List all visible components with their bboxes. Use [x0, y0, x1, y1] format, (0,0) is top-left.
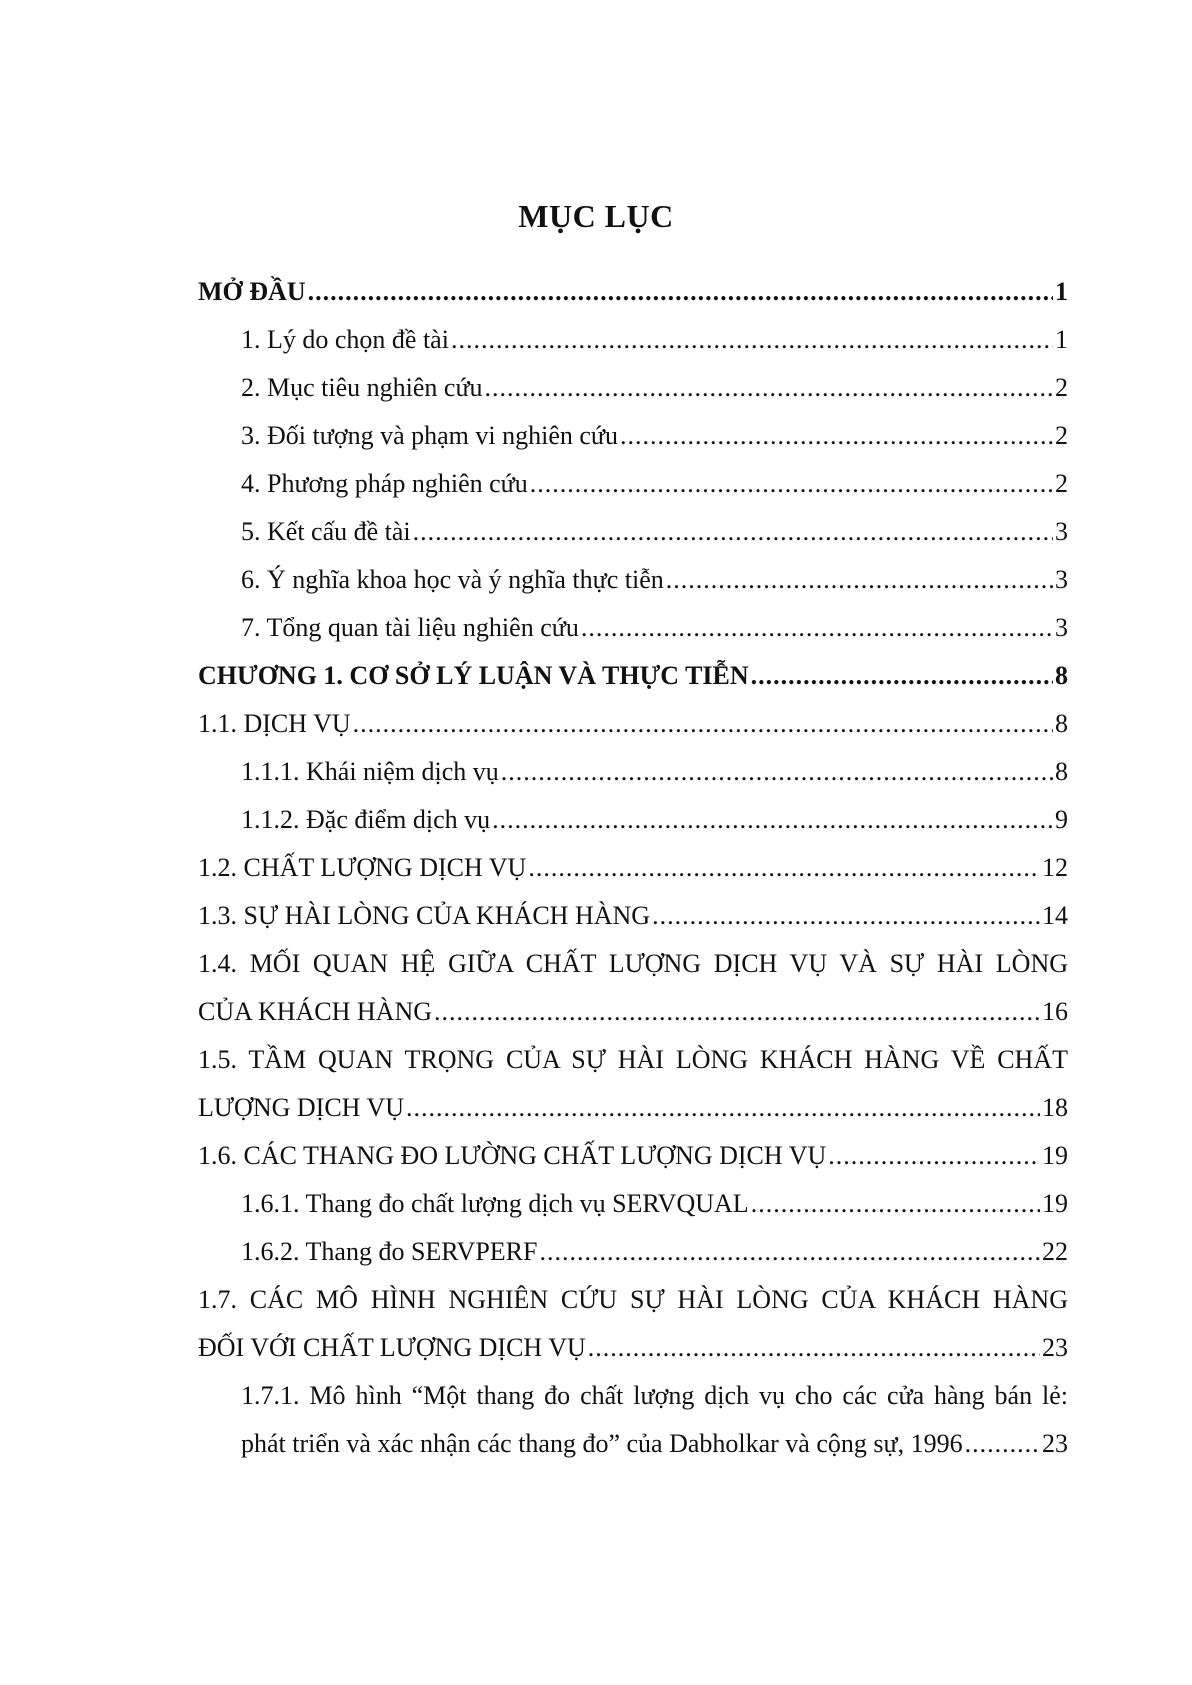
dot-leader — [492, 796, 1053, 844]
dot-leader — [666, 556, 1053, 604]
toc-entry-text: 1.2. CHẤT LƯỢNG DỊCH VỤ — [198, 853, 527, 882]
toc-entry-page: 8 — [1055, 709, 1068, 738]
toc-entry-tong-quan[interactable] — [198, 604, 1068, 652]
dot-leader — [451, 316, 1053, 364]
toc-entry-page: 16 — [1042, 997, 1068, 1026]
toc-entry-text-line2: CỦA KHÁCH HÀNG — [198, 997, 433, 1026]
toc-entry-muc-tieu[interactable] — [198, 364, 1068, 412]
toc-entry-mo-dau[interactable] — [198, 268, 1068, 316]
toc-entry-line2 — [198, 988, 1068, 1036]
dot-leader — [652, 892, 1040, 940]
toc-entry-page: 19 — [1042, 1141, 1068, 1170]
toc-entry-page: 1 — [1055, 277, 1068, 306]
toc-entry-page: 12 — [1042, 853, 1068, 882]
toc-entry-text: 1.1. DỊCH VỤ — [198, 709, 351, 738]
dot-leader — [353, 700, 1053, 748]
toc-entry-page: 14 — [1042, 901, 1068, 930]
toc-entry-text: MỞ ĐẦU — [198, 277, 306, 306]
toc-entry-text: CHƯƠNG 1. CƠ SỞ LÝ LUẬN VÀ THỰC TIỄN — [198, 661, 749, 690]
toc-entry-text: 7. Tổng quan tài liệu nghiên cứu — [241, 613, 579, 642]
toc-entry-1-2[interactable] — [198, 844, 1068, 892]
toc-entry-text-line2: ĐỐI VỚI CHẤT LƯỢNG DỊCH VỤ — [198, 1333, 586, 1362]
dot-leader — [588, 1324, 1040, 1372]
toc-entry-doi-tuong[interactable] — [198, 412, 1068, 460]
toc-entry-text: 1. Lý do chọn đề tài — [241, 325, 449, 354]
toc-entry-text: 1.6.1. Thang đo chất lượng dịch vụ SERVQUAL — [241, 1189, 749, 1218]
toc-entry-y-nghia[interactable] — [198, 556, 1068, 604]
toc-entry-page: 8 — [1055, 757, 1068, 786]
toc-entry-chuong-1[interactable] — [198, 652, 1068, 700]
dot-leader — [434, 988, 1040, 1036]
toc-entry-text: 5. Kết cấu đề tài — [241, 517, 411, 546]
toc-entry-text: 1.1.1. Khái niệm dịch vụ — [241, 757, 499, 786]
toc-entry-page: 8 — [1055, 661, 1068, 690]
toc-entry-page: 22 — [1042, 1237, 1068, 1266]
toc-entry-text-line1: 1.5. TẦM QUAN TRỌNG CỦA SỰ HÀI LÒNG KHÁCH HÀNG VỀ CHẤT — [198, 1045, 1068, 1074]
toc-entry-phuong-phap[interactable] — [198, 460, 1068, 508]
toc-entry-1-7[interactable] — [198, 1276, 1068, 1372]
toc-entry-page: 18 — [1042, 1093, 1068, 1122]
dot-leader — [308, 268, 1053, 316]
dot-leader — [828, 1132, 1040, 1180]
toc-entry-text: 1.1.2. Đặc điểm dịch vụ — [241, 805, 491, 834]
toc-entry-text: 1.6. CÁC THANG ĐO LƯỜNG CHẤT LƯỢNG DỊCH VỤ — [198, 1141, 827, 1170]
toc-entry-text-line2: LƯỢNG DỊCH VỤ — [198, 1093, 405, 1122]
toc-entry-page: 3 — [1055, 517, 1068, 546]
dot-leader — [485, 364, 1053, 412]
toc-entry-text: 1.3. SỰ HÀI LÒNG CỦA KHÁCH HÀNG — [198, 901, 651, 930]
toc-entry-text: 4. Phương pháp nghiên cứu — [241, 469, 528, 498]
toc-entry-ly-do[interactable] — [198, 316, 1068, 364]
toc-entry-line2 — [198, 1324, 1068, 1372]
toc-entry-page: 2 — [1055, 469, 1068, 498]
dot-leader — [406, 1084, 1040, 1132]
toc-entry-text-line2: phát triển và xác nhận các thang đo” của Dabholkar và cộng sự, 1996 — [241, 1429, 963, 1458]
dot-leader — [581, 604, 1053, 652]
toc-entry-text-line1: 1.7. CÁC MÔ HÌNH NGHIÊN CỨU SỰ HÀI LÒNG CỦA KHÁCH HÀNG — [198, 1285, 1068, 1314]
toc-entry-page: 3 — [1055, 613, 1068, 642]
toc-entry-1-1-2[interactable] — [198, 796, 1068, 844]
toc-entry-page: 9 — [1055, 805, 1068, 834]
toc-entry-text: 2. Mục tiêu nghiên cứu — [241, 373, 483, 402]
dot-leader — [751, 1180, 1040, 1228]
toc-entry-1-6[interactable] — [198, 1132, 1068, 1180]
toc-entry-text-line1: 1.4. MỐI QUAN HỆ GIỮA CHẤT LƯỢNG DỊCH VỤ VÀ SỰ HÀI LÒNG — [198, 949, 1068, 978]
toc-entry-ket-cau[interactable] — [198, 508, 1068, 556]
toc-entry-page: 2 — [1055, 421, 1068, 450]
toc-entry-1-5[interactable] — [198, 1036, 1068, 1132]
table-of-contents — [198, 268, 1068, 1468]
toc-entry-1-1-1[interactable] — [198, 748, 1068, 796]
toc-entry-1-6-1[interactable] — [198, 1180, 1068, 1228]
toc-entry-1-1[interactable] — [198, 700, 1068, 748]
dot-leader — [501, 748, 1053, 796]
toc-title: MỤC LỤC — [518, 198, 674, 234]
toc-entry-line2 — [198, 1420, 1068, 1468]
dot-leader — [539, 1228, 1040, 1276]
toc-entry-text: 6. Ý nghĩa khoa học và ý nghĩa thực tiễn — [241, 565, 664, 594]
dot-leader — [620, 412, 1053, 460]
toc-entry-1-7-1[interactable] — [198, 1372, 1068, 1468]
toc-entry-text-line1: 1.7.1. Mô hình “Một thang đo chất lượng dịch vụ cho các cửa hàng bán lẻ: — [241, 1381, 1068, 1410]
toc-entry-1-4[interactable] — [198, 940, 1068, 1036]
dot-leader — [751, 652, 1053, 700]
toc-entry-text: 3. Đối tượng và phạm vi nghiên cứu — [241, 421, 618, 450]
toc-entry-page: 3 — [1055, 565, 1068, 594]
toc-entry-page: 23 — [1042, 1429, 1068, 1458]
toc-entry-line2 — [198, 1084, 1068, 1132]
toc-entry-1-3[interactable] — [198, 892, 1068, 940]
toc-entry-1-6-2[interactable] — [198, 1228, 1068, 1276]
dot-leader — [528, 844, 1040, 892]
toc-entry-page: 23 — [1042, 1333, 1068, 1362]
toc-entry-page: 1 — [1055, 325, 1068, 354]
toc-entry-text: 1.6.2. Thang đo SERVPERF — [241, 1237, 538, 1266]
toc-entry-page: 2 — [1055, 373, 1068, 402]
dot-leader — [413, 508, 1053, 556]
dot-leader — [530, 460, 1053, 508]
toc-entry-page: 19 — [1042, 1189, 1068, 1218]
dot-leader — [965, 1420, 1040, 1468]
